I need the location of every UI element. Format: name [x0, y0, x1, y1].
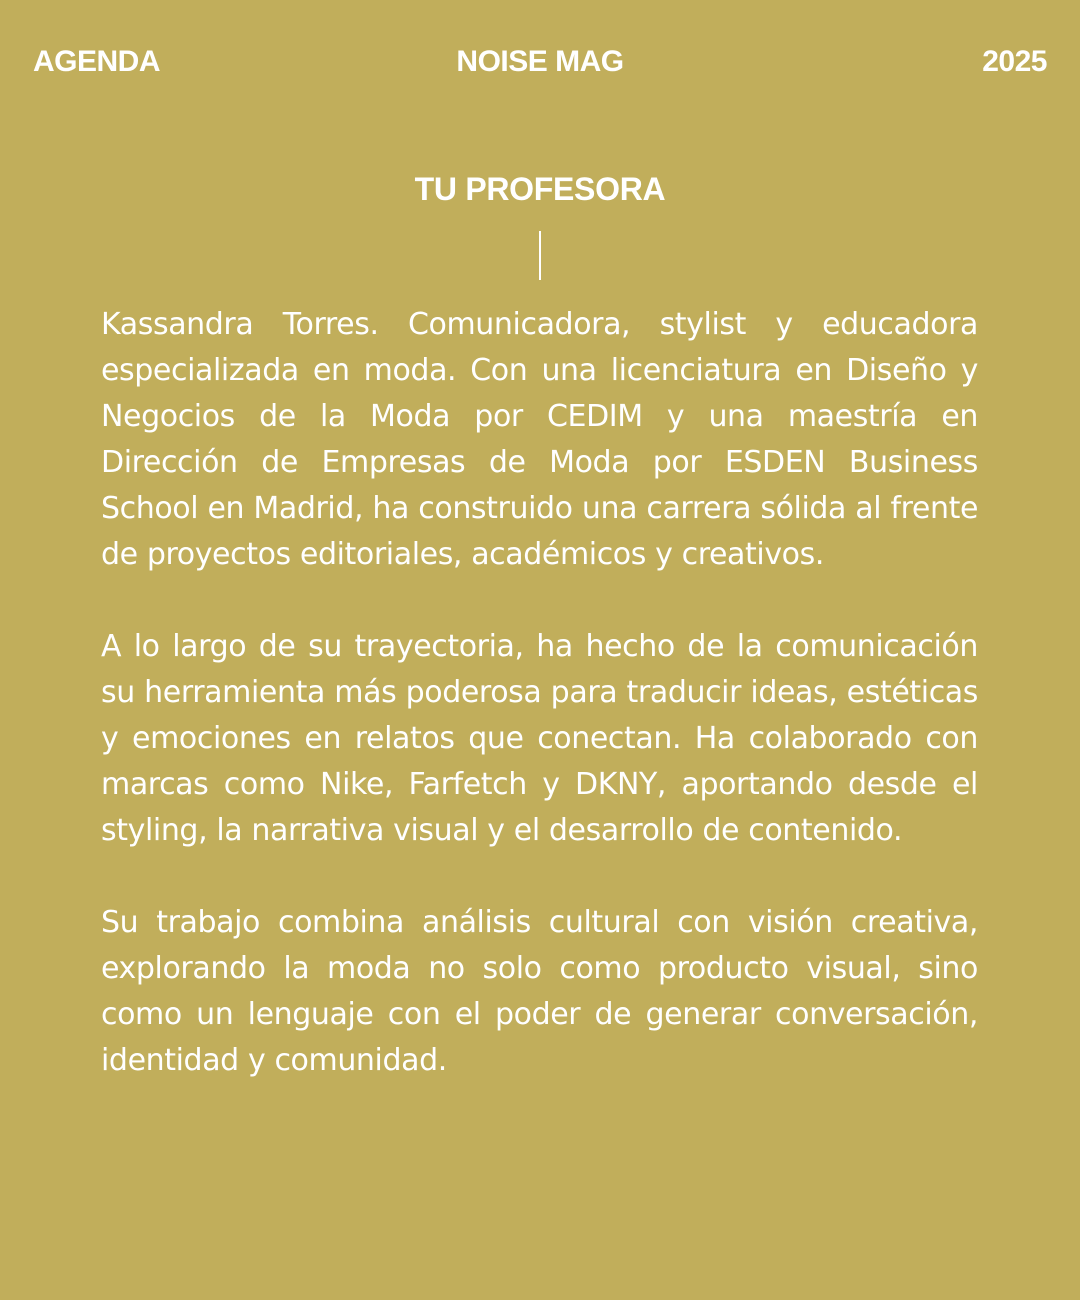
bio-text: [101, 302, 978, 1084]
bio-paragraph-1: Kassandra Torres. Comunicadora, stylist y educadora especializada en moda. Con una licenciatura en Diseño y Negocios de la Moda por CEDIM y una maestría en Dirección de Empresas de Moda por ESDEN Business School en Madrid, ha construido una carrera sólida al frente de proyectos editoriales, académicos y creativos.: [101, 307, 978, 572]
bio-paragraph-2: A lo largo de su trayectoria, ha hecho de la comunicación su herramienta más poderosa para traducir ideas, estéticas y emociones en relatos que conectan. Ha colaborado con marcas como Nike, Farfetch y DKNY, aportando desde el styling, la narrativa visual y el desarrollo de contenido.: [101, 629, 978, 848]
section-title: TU PROFESORA: [414, 171, 666, 207]
header-year: 2025: [982, 45, 1047, 78]
page-header: [0, 40, 1080, 84]
header-magazine-name: NOISE MAG: [456, 45, 624, 78]
bio-paragraph-3: Su trabajo combina análisis cultural con visión creativa, explorando la moda no solo como producto visual, sino como un lenguaje con el poder de generar conversación, identidad y comunidad.: [101, 905, 978, 1078]
header-section-label: AGENDA: [33, 45, 161, 78]
vertical-divider: [539, 231, 541, 280]
